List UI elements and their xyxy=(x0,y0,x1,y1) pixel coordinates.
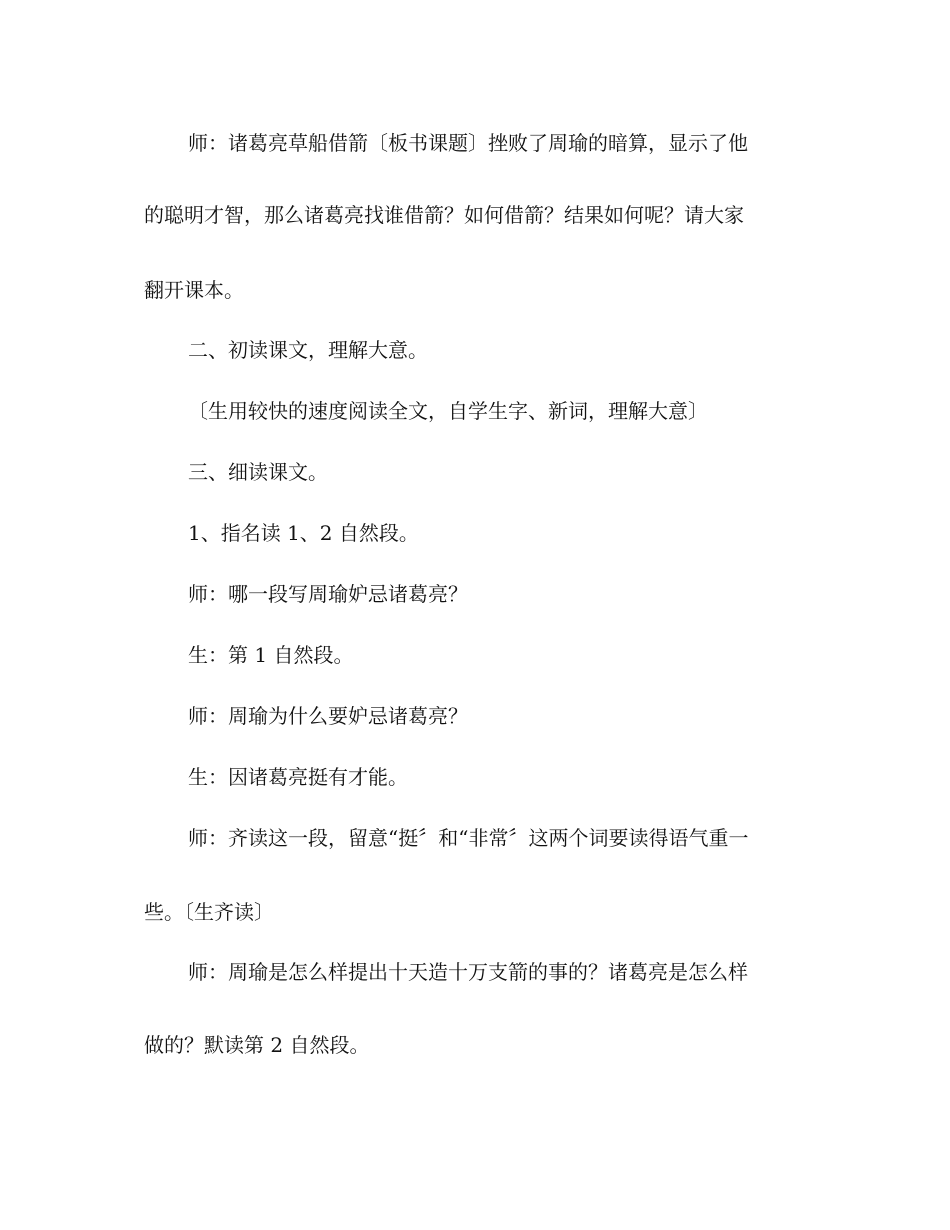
text-line: 生：因诸葛亮挺有才能。 xyxy=(188,765,408,789)
text-line: 〔生用较快的速度阅读全文，自学生字、新词，理解大意〕 xyxy=(188,399,708,423)
text-line: 师：哪一段写周瑜妒忌诸葛亮？ xyxy=(188,582,468,606)
text-line: 生：第 1 自然段。 xyxy=(188,643,354,667)
text-line: 师：周瑜为什么要妒忌诸葛亮？ xyxy=(188,704,468,728)
text-line: 的聪明才智，那么诸葛亮找谁借箭？如何借箭？结果如何呢？请大家 xyxy=(144,203,744,227)
text-line: 师：诸葛亮草船借箭〔板书课题〕挫败了周瑜的暗算，显示了他 xyxy=(188,131,748,155)
text-line: 1、指名读 1、2 自然段。 xyxy=(188,521,419,545)
text-line: 三、细读课文。 xyxy=(188,460,328,484)
text-line: 翻开课本。 xyxy=(144,278,244,302)
text-line: 二、初读课文，理解大意。 xyxy=(188,338,428,362)
text-line: 师：齐读这一段，留意“挺〞和“非常〞这两个词要读得语气重一 xyxy=(188,826,749,850)
text-line: 师：周瑜是怎么样提出十天造十万支箭的事的？诸葛亮是怎么样 xyxy=(188,960,748,984)
text-line: 些。〔生齐读〕 xyxy=(144,900,274,924)
text-line: 做的？默读第 2 自然段。 xyxy=(144,1033,370,1057)
